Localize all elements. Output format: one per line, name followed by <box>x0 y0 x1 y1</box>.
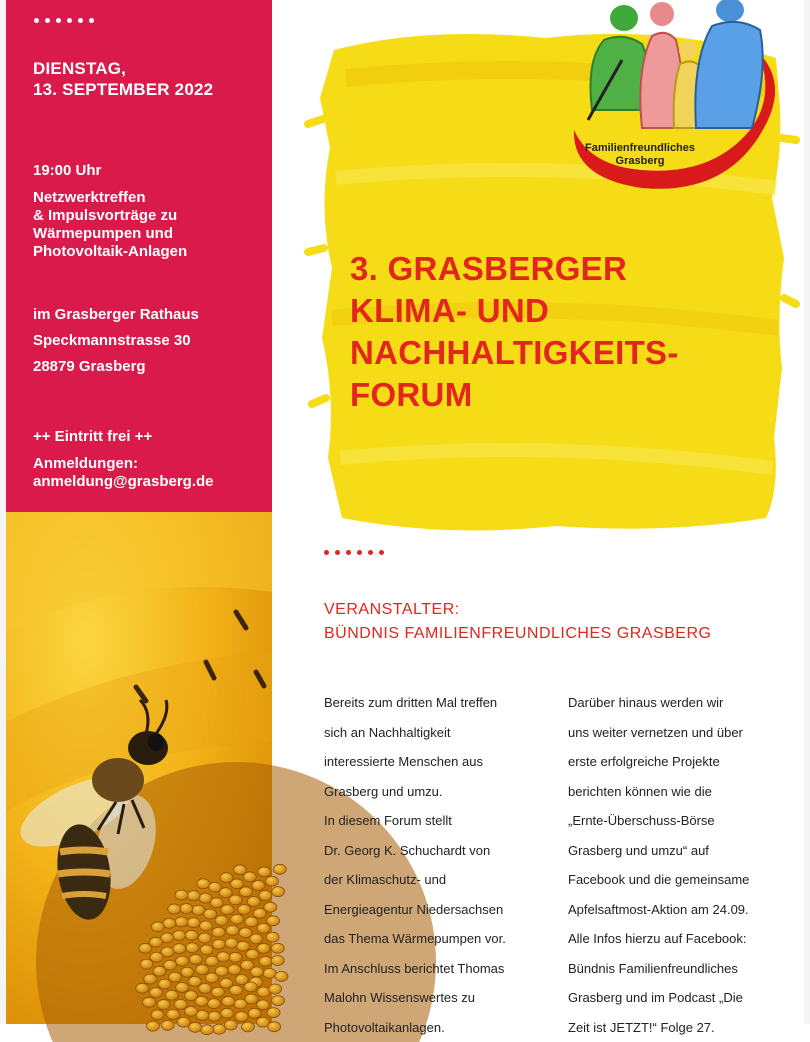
seed-floret <box>180 904 193 914</box>
seed-floret <box>234 865 247 875</box>
body-line: Malohn Wissenswertes zu <box>324 983 556 1013</box>
family-figures-icon <box>562 0 784 200</box>
seed-floret <box>269 984 282 994</box>
seed-floret <box>267 916 280 926</box>
title-line: FORUM <box>350 374 679 416</box>
seed-floret <box>140 959 153 969</box>
seed-floret <box>221 1008 234 1018</box>
seed-floret <box>205 956 218 966</box>
seed-floret <box>167 1009 180 1019</box>
seed-floret <box>246 949 259 959</box>
seed-floret <box>229 895 242 905</box>
organizer <box>324 598 711 646</box>
seed-floret <box>200 945 213 955</box>
seed-floret <box>211 987 224 997</box>
seed-floret <box>258 867 271 877</box>
seed-floret <box>144 974 157 984</box>
program-line: & Impulsvorträge zu <box>33 207 187 225</box>
seed-floret <box>199 893 212 903</box>
seed-floret <box>241 960 254 970</box>
body-line: Energieagentur Niedersachsen <box>324 895 556 925</box>
seed-floret <box>189 954 202 964</box>
seed-floret <box>208 882 221 892</box>
seed-floret <box>229 952 242 962</box>
body-line: „Ernte-Überschuss-Börse <box>568 806 798 836</box>
program-line: Netzwerktreffen <box>33 189 187 207</box>
body-line: Grasberg und umzu. <box>324 777 556 807</box>
body-line: Bereits zum dritten Mal treffen <box>324 688 556 718</box>
venue-block <box>33 302 199 380</box>
seed-floret <box>177 1017 190 1027</box>
seed-floret <box>185 991 198 1001</box>
seed-floret <box>169 972 182 982</box>
seed-floret <box>153 966 166 976</box>
seed-floret <box>245 917 258 927</box>
body-line: Bündnis Familienfreundliches <box>568 954 798 984</box>
seed-floret <box>268 1022 281 1032</box>
seed-floret <box>204 909 217 919</box>
seed-floret <box>273 864 286 874</box>
seed-floret <box>173 944 186 954</box>
registration-block <box>33 428 214 491</box>
venue-line: im Grasberger Rathaus <box>33 302 199 328</box>
program-line: Wärmepumpen und <box>33 225 187 243</box>
seed-floret <box>188 976 201 986</box>
body-line: der Klimaschutz- und <box>324 865 556 895</box>
title-line: 3. GRASBERGER <box>350 248 679 290</box>
seed-floret <box>208 999 221 1009</box>
body-line: das Thema Wärmepumpen vor. <box>324 924 556 954</box>
seed-floret <box>257 923 270 933</box>
seed-floret <box>212 939 225 949</box>
seed-floret <box>200 921 213 931</box>
seed-floret <box>187 891 200 901</box>
flyer <box>6 0 804 1024</box>
seed-floret <box>196 965 209 975</box>
seed-floret <box>185 1006 198 1016</box>
organizer-label: VERANSTALTER: <box>324 598 711 622</box>
seed-floret <box>247 897 260 907</box>
info-sidebar <box>6 0 272 512</box>
seed-floret <box>163 918 176 928</box>
event-title <box>350 248 679 416</box>
seed-floret <box>225 938 238 948</box>
seed-floret <box>235 1012 248 1022</box>
body-line: interessierte Menschen aus <box>324 747 556 777</box>
logo-line: Familienfreundliches <box>580 142 700 155</box>
seed-floret <box>257 1000 270 1010</box>
seed-floret <box>259 891 272 901</box>
seed-floret <box>208 1011 221 1021</box>
seed-floret <box>238 905 251 915</box>
body-line: In diesem Forum stellt <box>324 806 556 836</box>
body-line: berichten können wie die <box>568 777 798 807</box>
title-line: NACHHALTIGKEITS- <box>350 332 679 374</box>
seed-floret <box>151 1010 164 1020</box>
sunflower-bee-photo <box>6 512 272 1024</box>
seed-floret <box>201 1025 214 1035</box>
body-line: erste erfolgreiche Projekte <box>568 747 798 777</box>
seed-floret <box>222 996 235 1006</box>
seed-floret <box>215 916 228 926</box>
seed-floret <box>267 1008 280 1018</box>
seed-floret <box>266 932 279 942</box>
seed-floret <box>174 999 187 1009</box>
seed-floret <box>263 968 276 978</box>
seed-floret <box>234 999 247 1009</box>
seed-floret <box>186 943 199 953</box>
seed-floret <box>168 904 181 914</box>
body-line: sich an Nachhaltigkeit <box>324 718 556 748</box>
logo-line: Grasberg <box>580 155 700 168</box>
seed-floret <box>235 975 248 985</box>
body-line: Facebook und die gemeinsame <box>568 865 798 895</box>
seed-floret <box>176 982 189 992</box>
seed-floret <box>226 925 239 935</box>
seed-floret <box>220 873 233 883</box>
body-line: Alle Infos hierzu auf Facebook: <box>568 924 798 954</box>
body-line: Grasberg und im Podcast „Die <box>568 983 798 1013</box>
decorative-dots <box>34 18 94 23</box>
seed-floret <box>150 988 163 998</box>
title-line: KLIMA- UND <box>350 290 679 332</box>
seed-floret <box>257 987 270 997</box>
seed-floret <box>158 979 171 989</box>
body-line: Photovoltaikanlagen. <box>324 1013 556 1042</box>
seed-floret <box>165 990 178 1000</box>
seed-floret <box>231 914 244 924</box>
seed-floret <box>181 967 194 977</box>
body-line: Im Anschluss berichtet Thomas <box>324 954 556 984</box>
seed-floret <box>221 905 234 915</box>
seed-floret <box>213 1024 226 1034</box>
sunflower-image <box>6 512 272 1024</box>
seed-floret <box>198 933 211 943</box>
seed-floret <box>264 902 277 912</box>
weekday: DIENSTAG, <box>33 58 213 79</box>
organizer-name: BÜNDNIS FAMILIENFREUNDLICHES GRASBERG <box>324 622 711 646</box>
seed-floret <box>147 1021 160 1031</box>
seed-floret <box>241 1022 254 1032</box>
seed-floret <box>157 1000 170 1010</box>
venue-line: 28879 Grasberg <box>33 354 199 380</box>
seed-floret <box>139 943 152 953</box>
seed-floret <box>189 1022 202 1032</box>
seed-floret <box>228 965 241 975</box>
date: 13. SEPTEMBER 2022 <box>33 79 213 100</box>
seed-floret <box>243 872 256 882</box>
seed-floret <box>175 890 188 900</box>
seed-floret <box>252 880 265 890</box>
seed-floret <box>197 879 210 889</box>
seed-floret <box>136 983 149 993</box>
seed-floret <box>266 876 279 886</box>
seed-floret <box>275 971 288 981</box>
body-line: Apfelsaftmost-Aktion am 24.09. <box>568 895 798 925</box>
body-line: uns weiter vernetzen und über <box>568 718 798 748</box>
registration-email[interactable]: anmeldung@grasberg.de <box>33 473 214 491</box>
seed-floret <box>150 952 163 962</box>
seed-floret <box>185 930 198 940</box>
seed-floret <box>220 978 233 988</box>
seed-floret <box>272 887 285 897</box>
body-column-right <box>568 688 798 1042</box>
seed-floret <box>187 918 200 928</box>
seed-floret <box>259 956 272 966</box>
seed-floret <box>199 983 212 993</box>
seed-floret <box>212 927 225 937</box>
body-line: Grasberg und umzu“ auf <box>568 836 798 866</box>
decorative-dots <box>324 550 384 555</box>
seed-floret <box>217 952 230 962</box>
program-line: Photovoltaik-Anlagen <box>33 243 187 261</box>
body-line: Zeit ist JETZT!“ Folge 27. <box>568 1013 798 1042</box>
seed-floret <box>151 922 164 932</box>
seed-floret <box>239 928 252 938</box>
seed-floret <box>224 1020 237 1030</box>
seed-floret <box>176 956 189 966</box>
program-block <box>33 162 187 261</box>
seed-floret <box>237 941 250 951</box>
body-column-left <box>324 688 556 1042</box>
event-date <box>33 58 213 100</box>
body-line: Darüber hinaus werden wir <box>568 688 798 718</box>
logo-text <box>580 142 700 168</box>
seed-floret <box>250 934 263 944</box>
seed-floret <box>192 905 205 915</box>
seed-floret <box>248 1008 261 1018</box>
seed-floret <box>272 996 285 1006</box>
venue-line: Speckmannstrasse 30 <box>33 328 199 354</box>
event-time: 19:00 Uhr <box>33 162 187 180</box>
seed-floret <box>143 997 156 1007</box>
body-line: Dr. Georg K. Schuchardt von <box>324 836 556 866</box>
registration-label: Anmeldungen: <box>33 455 214 473</box>
seed-floret <box>173 930 186 940</box>
seed-floret <box>271 943 284 953</box>
seed-floret <box>257 943 270 953</box>
seed-floret <box>271 956 284 966</box>
entry-note: ++ Eintritt frei ++ <box>33 428 214 446</box>
seed-floret <box>240 887 253 897</box>
seed-floret <box>175 917 188 927</box>
seed-floret <box>161 1020 174 1030</box>
seed-floret <box>205 973 218 983</box>
